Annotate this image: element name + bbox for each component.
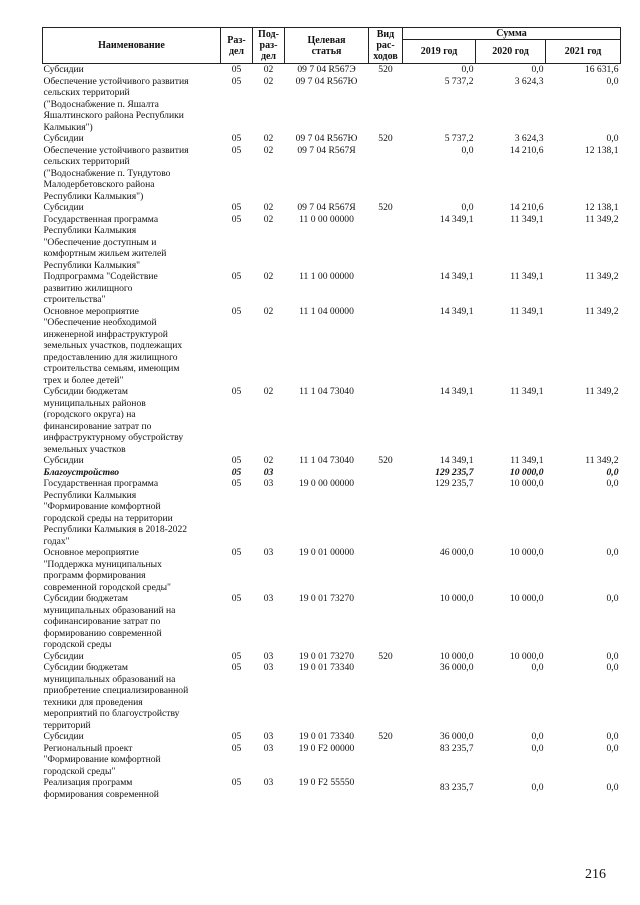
row-sum-2020: 3 624,3 bbox=[514, 75, 544, 87]
row-name-line: городской среды bbox=[43, 639, 112, 650]
row-name bbox=[43, 777, 221, 800]
row-sum-2019: 10 000,0 bbox=[439, 593, 474, 604]
header-year-2019: 2019 год bbox=[403, 40, 476, 64]
table-header bbox=[43, 28, 621, 64]
row-sum-2019: 0,0 bbox=[461, 202, 474, 213]
row-statya: 19 0 F2 00000 bbox=[298, 742, 355, 754]
row-podrazdel: 02 bbox=[263, 305, 274, 317]
row-sum-2021: 12 138,1 bbox=[584, 144, 619, 156]
row-name-line: "Формирование комфортной bbox=[43, 501, 161, 512]
row-name bbox=[43, 214, 221, 272]
row-name-line: комфортным жильем жителей bbox=[43, 248, 167, 259]
row-razdel: 05 bbox=[231, 650, 242, 662]
row-vid bbox=[369, 306, 403, 387]
header-summa: Сумма bbox=[403, 28, 621, 40]
row-statya: 19 0 01 73340 bbox=[298, 731, 355, 742]
row-sum-2021: 0,0 bbox=[606, 75, 619, 87]
row-name bbox=[43, 202, 221, 214]
row-name-line: Малодербетовского района bbox=[43, 179, 155, 190]
row-podrazdel: 02 bbox=[263, 271, 274, 282]
row-vid: 520 bbox=[378, 650, 393, 662]
row-name bbox=[43, 662, 221, 731]
row-sum-2021: 11 349,2 bbox=[585, 455, 619, 466]
row-name bbox=[43, 455, 221, 467]
row-sum-2019: 14 349,1 bbox=[439, 386, 474, 397]
row-name-line: предоставлению для жилищного bbox=[43, 351, 178, 363]
row-podrazdel: 02 bbox=[263, 455, 274, 466]
row-statya: 19 0 F2 55550 bbox=[298, 777, 355, 788]
row-sum-2020: 0,0 bbox=[531, 731, 544, 742]
row-razdel: 05 bbox=[231, 305, 242, 317]
row-sum-2021: 0,0 bbox=[606, 662, 619, 673]
row-podrazdel: 02 bbox=[263, 202, 274, 213]
table-row bbox=[43, 271, 621, 306]
row-razdel: 05 bbox=[231, 202, 242, 213]
row-sum-2021: 0,0 bbox=[606, 466, 619, 478]
row-podrazdel: 02 bbox=[263, 144, 274, 156]
row-vid bbox=[369, 478, 403, 547]
row-name bbox=[43, 145, 221, 203]
row-razdel: 05 bbox=[231, 662, 242, 673]
row-sum-2019: 36 000,0 bbox=[439, 662, 474, 673]
table-row bbox=[43, 306, 621, 387]
row-name-line: Субсидии bbox=[43, 133, 84, 144]
row-name-line: Субсидии bbox=[43, 650, 84, 662]
row-statya: 09 7 04 R567Я bbox=[297, 202, 356, 213]
row-vid: 520 bbox=[378, 202, 393, 213]
row-name-line: строительства" bbox=[43, 294, 106, 305]
row-vid bbox=[369, 593, 403, 651]
row-name-line: Субсидии бюджетам bbox=[43, 593, 128, 604]
row-statya: 19 0 01 73340 bbox=[298, 662, 355, 673]
row-podrazdel: 02 bbox=[263, 133, 274, 144]
row-name bbox=[43, 306, 221, 387]
row-name-line: формирования современной bbox=[43, 788, 159, 800]
row-podrazdel: 02 bbox=[263, 64, 274, 75]
row-sum-2021: 0,0 bbox=[606, 478, 619, 489]
table-row bbox=[43, 662, 621, 731]
row-sum-2020: 0,0 bbox=[531, 64, 544, 75]
header-year-2021: 2021 год bbox=[546, 40, 621, 64]
table-row bbox=[43, 214, 621, 272]
row-name-line: строительства семьям, имеющим bbox=[43, 363, 180, 374]
row-sum-2021: 0,0 bbox=[606, 133, 619, 144]
row-name-line: Государственная программа bbox=[43, 213, 159, 225]
row-name-line: муниципальных образований на bbox=[43, 673, 176, 685]
row-razdel: 05 bbox=[231, 133, 242, 144]
row-name-line: инженерной инфраструктурой bbox=[43, 328, 168, 340]
row-name bbox=[43, 593, 221, 651]
row-razdel: 05 bbox=[231, 731, 242, 742]
row-sum-2019: 14 349,1 bbox=[439, 305, 474, 317]
row-sum-2020: 0,0 bbox=[531, 662, 544, 673]
row-statya bbox=[285, 467, 369, 479]
table-row bbox=[43, 133, 621, 145]
row-sum-2020: 11 349,1 bbox=[510, 213, 544, 225]
row-sum-2020: 11 349,1 bbox=[510, 271, 544, 282]
row-name bbox=[43, 547, 221, 593]
row-name-line: Яшалтинского района Республики bbox=[43, 110, 184, 121]
table-row bbox=[43, 547, 621, 593]
row-sum-2021: 0,0 bbox=[606, 547, 619, 558]
header-razdel: Раз- дел bbox=[221, 28, 253, 64]
row-razdel: 05 bbox=[231, 455, 242, 466]
row-sum-2021: 0,0 bbox=[606, 731, 619, 742]
row-name-line: "Поддержка муниципальных bbox=[43, 558, 162, 570]
row-name-line: современной городской среды" bbox=[43, 581, 171, 593]
row-name-line: Основное мероприятие bbox=[43, 305, 139, 317]
table-body bbox=[43, 64, 621, 801]
row-sum-2019: 0,0 bbox=[461, 144, 474, 156]
row-sum-2019: 14 349,1 bbox=[439, 213, 474, 225]
row-statya: 11 1 04 73040 bbox=[299, 455, 354, 466]
row-name-line: софинансирование затрат по bbox=[43, 616, 161, 627]
row-podrazdel: 03 bbox=[263, 742, 274, 754]
row-name-line: Подпрограмма "Содействие bbox=[43, 271, 158, 282]
row-statya: 19 0 01 00000 bbox=[298, 547, 355, 558]
row-sum-2019: 5 737,2 bbox=[444, 75, 474, 87]
row-name-line: Обеспечение устойчивого развития bbox=[43, 75, 189, 87]
row-name-line: городской среды" bbox=[43, 765, 116, 777]
row-name-line: Республики Калмыкия bbox=[43, 225, 137, 236]
row-statya: 09 7 04 R567Э bbox=[297, 64, 356, 75]
row-vid bbox=[369, 271, 403, 306]
header-year-2020: 2020 год bbox=[476, 40, 546, 64]
row-sum-2020: 11 349,1 bbox=[510, 455, 544, 466]
row-podrazdel: 03 bbox=[263, 731, 274, 742]
row-razdel: 05 bbox=[231, 144, 242, 156]
row-name-line: Республики Калмыкия" bbox=[43, 259, 141, 271]
row-podrazdel: 02 bbox=[263, 75, 274, 87]
row-name-line: Республики Калмыкия") bbox=[43, 190, 144, 202]
row-sum-2021: 12 138,1 bbox=[584, 202, 619, 213]
row-name-line: финансирование затрат по bbox=[43, 420, 152, 432]
row-name-line: муниципальных районов bbox=[43, 397, 146, 409]
header-name: Наименование bbox=[43, 28, 221, 64]
row-name-line: Реализация программ bbox=[43, 777, 133, 788]
row-sum-2019: 36 000,0 bbox=[439, 731, 474, 742]
row-razdel: 05 bbox=[231, 466, 242, 478]
row-name-line: ("Водоснабжение п. Яшалта bbox=[43, 98, 159, 110]
row-sum-2021: 0,0 bbox=[606, 650, 619, 662]
row-sum-2019: 46 000,0 bbox=[439, 547, 474, 558]
table-row bbox=[43, 743, 621, 778]
row-name bbox=[43, 731, 221, 743]
row-sum-2020: 0,0 bbox=[531, 742, 544, 754]
row-name bbox=[43, 386, 221, 455]
budget-table bbox=[42, 27, 621, 800]
table-row bbox=[43, 145, 621, 203]
table-row bbox=[43, 64, 621, 76]
row-sum-2021: 11 349,2 bbox=[585, 271, 619, 282]
row-vid: 520 bbox=[378, 455, 393, 466]
row-podrazdel: 02 bbox=[263, 386, 274, 397]
row-name bbox=[43, 743, 221, 778]
row-name-line: Региональный проект bbox=[43, 742, 133, 754]
row-vid bbox=[369, 467, 403, 479]
row-name-line: техники для проведения bbox=[43, 696, 143, 708]
row-sum-2019: 5 737,2 bbox=[444, 133, 474, 144]
row-sum-2019: 10 000,0 bbox=[439, 650, 474, 662]
row-sum-2020: 10 000,0 bbox=[509, 547, 544, 558]
row-name bbox=[43, 651, 221, 663]
row-statya: 11 1 04 00000 bbox=[299, 305, 354, 317]
row-razdel: 05 bbox=[231, 213, 242, 225]
row-name bbox=[43, 467, 221, 479]
row-name-line: Благоустройство bbox=[43, 466, 120, 478]
row-name-line: земельных участков, подлежащих bbox=[43, 340, 183, 351]
row-sum-2020: 10 000,0 bbox=[509, 650, 544, 662]
row-sum-2019: 129 235,7 bbox=[435, 466, 474, 478]
row-sum-2021: 16 631,6 bbox=[584, 64, 619, 75]
row-sum-2021: 0,0 bbox=[606, 742, 619, 754]
row-sum-2020: 11 349,1 bbox=[510, 305, 544, 317]
row-statya: 19 0 01 73270 bbox=[298, 650, 355, 662]
row-statya: 11 1 00 00000 bbox=[299, 271, 354, 282]
row-razdel: 05 bbox=[231, 547, 242, 558]
row-sum-2021: 11 349,2 bbox=[585, 213, 619, 225]
row-vid: 520 bbox=[378, 731, 393, 742]
row-podrazdel: 03 bbox=[263, 777, 274, 788]
row-vid: 520 bbox=[378, 64, 393, 75]
budget-table-page bbox=[42, 27, 620, 800]
header-vid: Вид рас- ходов bbox=[369, 28, 403, 64]
row-name-line: приобретение специализированной bbox=[43, 685, 189, 696]
row-statya: 19 0 01 73270 bbox=[298, 593, 355, 604]
row-sum-2020: 10 000,0 bbox=[509, 466, 544, 478]
row-name-line: Субсидии bbox=[43, 202, 84, 213]
row-vid bbox=[369, 662, 403, 731]
row-vid bbox=[369, 547, 403, 593]
row-vid bbox=[369, 145, 403, 203]
row-name-line: мероприятий по благоустройству bbox=[43, 708, 180, 719]
row-name-line: земельных участков bbox=[43, 443, 126, 455]
row-podrazdel: 03 bbox=[263, 662, 274, 673]
header-statya: Целевая статья bbox=[285, 28, 369, 64]
row-statya: 09 7 04 R567Ю bbox=[295, 75, 358, 87]
row-razdel: 05 bbox=[231, 478, 242, 489]
table-row bbox=[43, 593, 621, 651]
row-sum-2021: 0,0 bbox=[606, 782, 619, 793]
row-name-line: Субсидии бюджетам bbox=[43, 662, 128, 673]
row-statya: 11 0 00 00000 bbox=[299, 213, 354, 225]
table-row bbox=[43, 467, 621, 479]
table-row bbox=[43, 386, 621, 455]
row-name-line: (городского округа) на bbox=[43, 409, 136, 420]
page-number: 216 bbox=[585, 867, 606, 882]
row-razdel: 05 bbox=[231, 75, 242, 87]
row-name bbox=[43, 64, 221, 76]
row-podrazdel: 02 bbox=[263, 213, 274, 225]
table-row bbox=[43, 777, 621, 800]
row-sum-2020: 14 210,6 bbox=[509, 144, 544, 156]
row-vid bbox=[369, 777, 403, 800]
row-name-line: "Формирование комфортной bbox=[43, 754, 161, 765]
row-sum-2019: 14 349,1 bbox=[439, 455, 474, 466]
row-name-line: Республики Калмыкия bbox=[43, 489, 137, 501]
row-name bbox=[43, 133, 221, 145]
row-podrazdel: 03 bbox=[263, 478, 274, 489]
row-vid bbox=[369, 214, 403, 272]
row-sum-2020: 14 210,6 bbox=[509, 202, 544, 213]
row-statya: 09 7 04 R567Ю bbox=[295, 133, 358, 144]
table-row bbox=[43, 202, 621, 214]
row-name-line: программ формирования bbox=[43, 570, 146, 581]
row-podrazdel: 03 bbox=[263, 650, 274, 662]
row-name-line: Государственная программа bbox=[43, 478, 159, 489]
row-statya: 19 0 00 00000 bbox=[298, 478, 355, 489]
row-sum-2020: 10 000,0 bbox=[509, 478, 544, 489]
row-name-line: Субсидии bbox=[43, 64, 84, 75]
row-name-line: Субсидии бюджетам bbox=[43, 386, 128, 397]
table-row bbox=[43, 478, 621, 547]
row-statya: 11 1 04 73040 bbox=[299, 386, 354, 397]
row-name-line: формированию современной bbox=[43, 627, 162, 639]
row-name-line: Субсидии bbox=[43, 731, 84, 742]
row-name-line: сельских территорий bbox=[43, 156, 130, 167]
row-sum-2020: 11 349,1 bbox=[510, 386, 544, 397]
table-row bbox=[43, 731, 621, 743]
row-name-line: Субсидии bbox=[43, 455, 84, 466]
row-name-line: ("Водоснабжение п. Тундутово bbox=[43, 167, 171, 179]
row-name-line: инфраструктурному обустройству bbox=[43, 432, 184, 443]
row-statya: 09 7 04 R567Я bbox=[297, 144, 356, 156]
row-razdel: 05 bbox=[231, 593, 242, 604]
table-row bbox=[43, 455, 621, 467]
row-name-line: городской среды на территории bbox=[43, 512, 173, 524]
row-sum-2021: 0,0 bbox=[606, 593, 619, 604]
row-sum-2019: 83 235,7 bbox=[439, 742, 474, 754]
row-name-line: годах" bbox=[43, 535, 70, 547]
row-vid bbox=[369, 76, 403, 134]
row-sum-2020: 10 000,0 bbox=[509, 593, 544, 604]
row-name-line: "Обеспечение необходимой bbox=[43, 317, 157, 328]
row-name-line: Республики Калмыкия в 2018-2022 bbox=[43, 524, 188, 535]
row-name-line: трех и более детей" bbox=[43, 374, 124, 386]
row-sum-2019: 129 235,7 bbox=[435, 478, 474, 489]
row-name-line: сельских территорий bbox=[43, 87, 130, 98]
row-razdel: 05 bbox=[231, 777, 242, 788]
row-name bbox=[43, 76, 221, 134]
row-name-line: "Обеспечение доступным и bbox=[43, 236, 157, 248]
table-row bbox=[43, 651, 621, 663]
row-name-line: Основное мероприятие bbox=[43, 547, 139, 558]
row-razdel: 05 bbox=[231, 742, 242, 754]
row-razdel: 05 bbox=[231, 64, 242, 75]
row-name-line: территорий bbox=[43, 719, 91, 731]
row-razdel: 05 bbox=[231, 386, 242, 397]
row-name-line: Калмыкия") bbox=[43, 121, 93, 133]
row-sum-2019: 83 235,7 bbox=[439, 782, 474, 793]
row-name-line: развитию жилищного bbox=[43, 282, 133, 294]
row-sum-2019: 0,0 bbox=[461, 64, 474, 75]
table-row bbox=[43, 76, 621, 134]
row-name bbox=[43, 478, 221, 547]
row-sum-2021: 11 349,2 bbox=[585, 305, 619, 317]
row-vid: 520 bbox=[378, 133, 393, 144]
row-sum-2020: 0,0 bbox=[531, 782, 544, 793]
row-name bbox=[43, 271, 221, 306]
row-sum-2021: 11 349,2 bbox=[585, 386, 619, 397]
row-podrazdel: 03 bbox=[263, 593, 274, 604]
header-podrazdel: Под- раз- дел bbox=[253, 28, 285, 64]
row-razdel: 05 bbox=[231, 271, 242, 282]
row-podrazdel: 03 bbox=[263, 547, 274, 558]
row-sum-2020: 3 624,3 bbox=[514, 133, 544, 144]
row-podrazdel: 03 bbox=[263, 466, 274, 478]
row-vid bbox=[369, 743, 403, 778]
row-name-line: муниципальных образований на bbox=[43, 604, 176, 616]
row-vid bbox=[369, 386, 403, 455]
row-sum-2019: 14 349,1 bbox=[439, 271, 474, 282]
row-name-line: Обеспечение устойчивого развития bbox=[43, 144, 189, 156]
